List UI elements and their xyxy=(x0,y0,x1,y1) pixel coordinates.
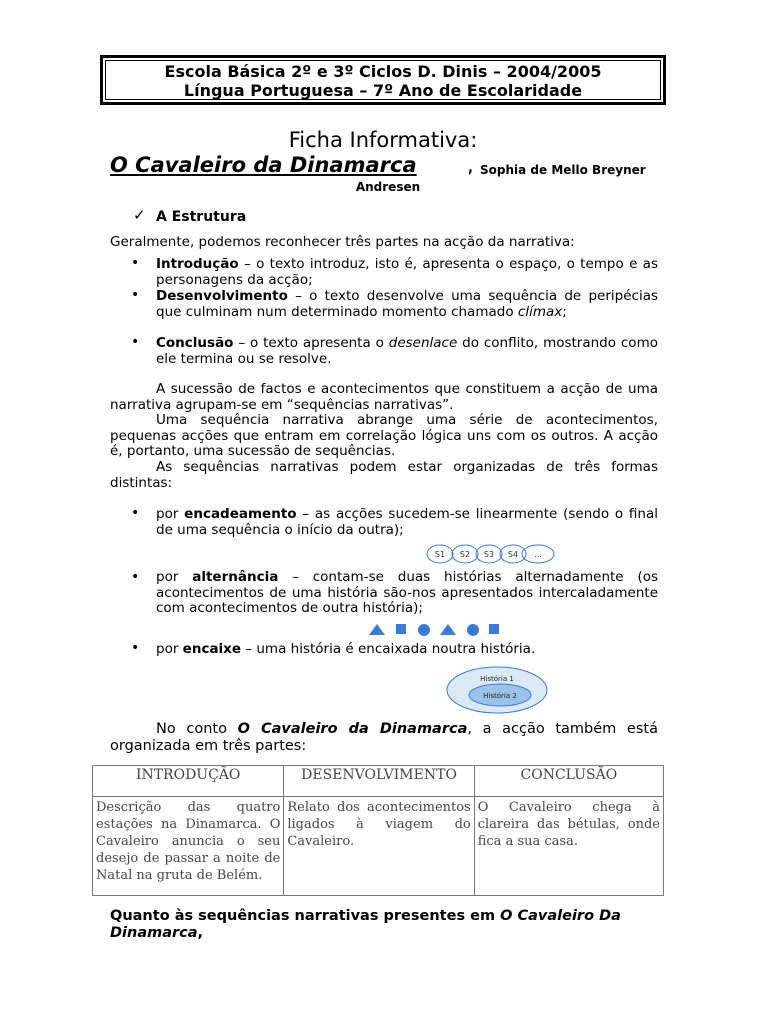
check-icon: ✓ xyxy=(133,206,146,224)
chain-label: S1 xyxy=(434,550,446,559)
bullet-icon: • xyxy=(131,640,140,656)
circle-icon xyxy=(418,624,430,636)
form-encadeamento: por encadeamento – as acções sucedem-se linearmente (sendo o final de uma sequência o início da outra); xyxy=(156,506,658,538)
bullet-icon: • xyxy=(131,569,140,585)
table-header: INTRODUÇÃO xyxy=(93,766,284,797)
form-encaixe: por encaixe – uma história é encaixada noutra história. xyxy=(156,641,536,657)
paragraph-2: Uma sequência narrativa abrange uma série de acontecimentos, pequenas acções que entram em correlação lógica uns com os outros. A acção é, portanto, uma sucessão de sequências. xyxy=(110,412,658,459)
chain-label: ... xyxy=(534,550,542,559)
chain-label: S4 xyxy=(507,550,519,559)
paragraph-1: A sucessão de factos e acontecimentos que constituem a acção de uma narrativa agrupam-se em “sequências narrativas”. xyxy=(110,381,658,413)
school-name: Escola Básica 2º e 3º Ciclos D. Dinis – 2004/2005 xyxy=(164,62,602,81)
title-comma: , xyxy=(467,153,474,177)
part-conclusao: Conclusão – o texto apresenta o desenlace do conflito, mostrando como ele termina ou se resolve. xyxy=(156,335,658,367)
bullet-icon: • xyxy=(131,505,140,521)
outer-story-label: História 1 xyxy=(480,675,514,683)
table-cell: Descrição das quatro estações na Dinamarca. O Cavaleiro anuncia o seu desejo de passar a noite de Natal na gruta de Belém. xyxy=(93,797,284,896)
table-cell: O Cavaleiro chega à clareira das bétulas, onde fica a sua casa. xyxy=(474,797,663,896)
book-title: O Cavaleiro da Dinamarca xyxy=(110,153,417,177)
alternation-diagram xyxy=(366,621,516,639)
intro-line: Geralmente, podemos reconhecer três partes na acção da narrativa: xyxy=(110,234,575,250)
chain-label: S3 xyxy=(483,550,495,559)
triangle-icon xyxy=(369,624,385,635)
bullet-icon: • xyxy=(131,255,140,271)
final-heading: Quanto às sequências narrativas presentes em O Cavaleiro Da Dinamarca, xyxy=(110,908,621,941)
section-heading: A Estrutura xyxy=(156,209,247,225)
inner-story-label: História 2 xyxy=(483,692,517,700)
bullet-icon: • xyxy=(131,287,140,303)
table-header: CONCLUSÃO xyxy=(474,766,663,797)
chain-label: S2 xyxy=(459,550,471,559)
bullet-icon: • xyxy=(131,334,140,350)
part-desenvolvimento: Desenvolvimento – o texto desenvolve uma sequência de peripécias que culminam num determinado momento chamado clímax; xyxy=(156,288,658,320)
circle-icon xyxy=(467,624,479,636)
table-header: DESENVOLVIMENTO xyxy=(284,766,474,797)
subject-line: Língua Portuguesa – 7º Ano de Escolaridade xyxy=(183,81,583,100)
chain-diagram xyxy=(425,543,557,565)
author-name: Sophia de Mello Breyner xyxy=(480,163,646,177)
square-icon xyxy=(489,624,499,634)
nested-diagram xyxy=(445,665,550,715)
form-alternancia: por alternância – contam-se duas histórias alternadamente (os acontecimentos de uma história são-nos apresentados intercaladamente com acontecimentos de outra história); xyxy=(156,569,659,616)
conto-paragraph: No conto O Cavaleiro da Dinamarca, a acção também está organizada em três partes: xyxy=(110,721,658,754)
triangle-icon xyxy=(440,624,456,635)
structure-table xyxy=(92,765,664,896)
paragraph-3: As sequências narrativas podem estar organizadas de três formas distintas: xyxy=(110,459,658,491)
part-introducao: Introdução – o texto introduz, isto é, apresenta o espaço, o tempo e as personagens da acção; xyxy=(156,256,658,288)
author-surname: Andresen xyxy=(355,180,421,194)
square-icon xyxy=(396,624,406,634)
page-title: Ficha Informativa: xyxy=(288,128,478,152)
table-cell: Relato dos acontecimentos ligados à viagem do Cavaleiro. xyxy=(284,797,474,896)
